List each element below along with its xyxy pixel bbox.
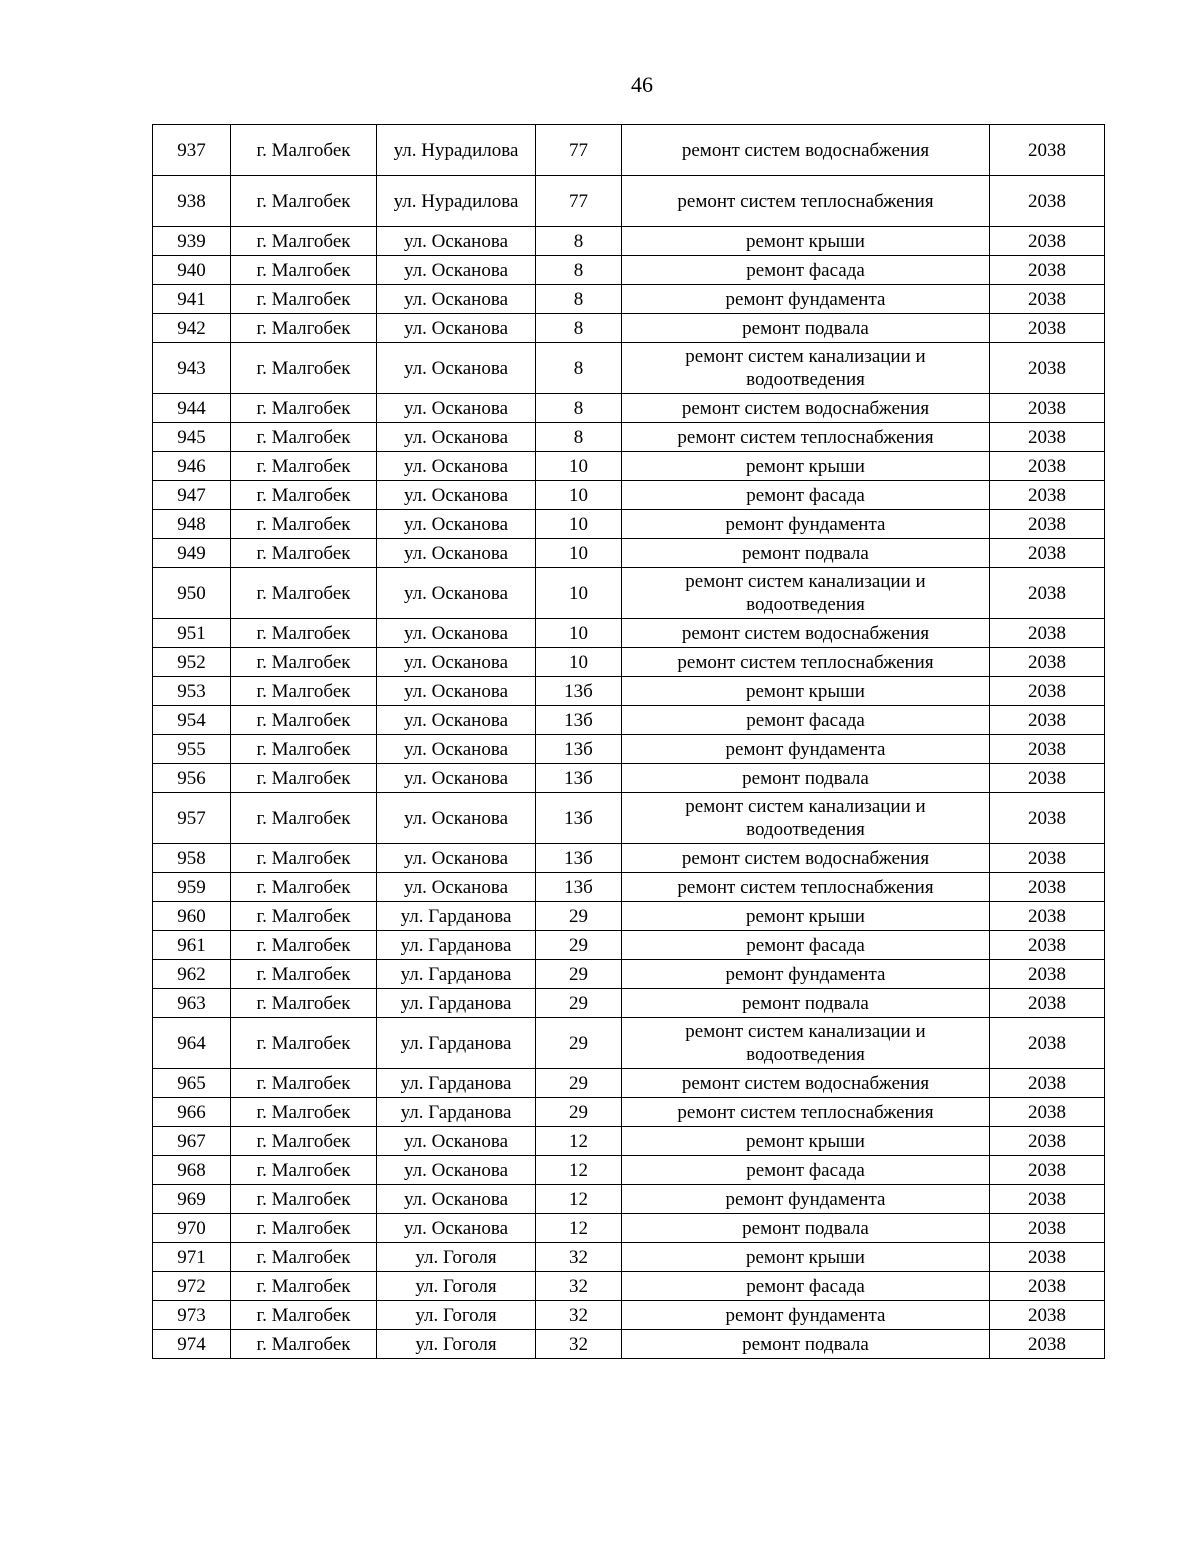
work-type-cell: ремонт систем водоснабжения [622, 1069, 990, 1098]
city-cell: г. Малгобек [231, 793, 377, 844]
city-cell: г. Малгобек [231, 764, 377, 793]
year-cell: 2038 [990, 1185, 1105, 1214]
row-number-cell: 954 [153, 706, 231, 735]
street-cell: ул. Осканова [377, 648, 536, 677]
table-row [153, 1301, 1105, 1330]
year-cell: 2038 [990, 1069, 1105, 1098]
row-number-cell: 948 [153, 510, 231, 539]
work-type-cell: ремонт крыши [622, 677, 990, 706]
city-cell: г. Малгобек [231, 176, 377, 227]
table-row [153, 394, 1105, 423]
city-cell: г. Малгобек [231, 394, 377, 423]
street-cell: ул. Осканова [377, 764, 536, 793]
year-cell: 2038 [990, 706, 1105, 735]
city-cell: г. Малгобек [231, 677, 377, 706]
table-row [153, 423, 1105, 452]
street-cell: ул. Нурадилова [377, 176, 536, 227]
street-cell: ул. Осканова [377, 394, 536, 423]
row-number-cell: 952 [153, 648, 231, 677]
table-row [153, 227, 1105, 256]
year-cell: 2038 [990, 677, 1105, 706]
row-number-cell: 974 [153, 1330, 231, 1359]
house-number-cell: 8 [536, 423, 622, 452]
street-cell: ул. Осканова [377, 510, 536, 539]
work-type-cell: ремонт систем водоснабжения [622, 844, 990, 873]
row-number-cell: 966 [153, 1098, 231, 1127]
row-number-cell: 970 [153, 1214, 231, 1243]
table-row [153, 960, 1105, 989]
street-cell: ул. Осканова [377, 343, 536, 394]
house-number-cell: 10 [536, 481, 622, 510]
row-number-cell: 951 [153, 619, 231, 648]
city-cell: г. Малгобек [231, 1272, 377, 1301]
house-number-cell: 12 [536, 1214, 622, 1243]
work-type-cell: ремонт фундамента [622, 1185, 990, 1214]
row-number-cell: 962 [153, 960, 231, 989]
work-type-cell: ремонт фасада [622, 256, 990, 285]
street-cell: ул. Осканова [377, 735, 536, 764]
city-cell: г. Малгобек [231, 931, 377, 960]
street-cell: ул. Осканова [377, 568, 536, 619]
row-number-cell: 950 [153, 568, 231, 619]
house-number-cell: 8 [536, 256, 622, 285]
year-cell: 2038 [990, 452, 1105, 481]
street-cell: ул. Гоголя [377, 1272, 536, 1301]
house-number-cell: 29 [536, 902, 622, 931]
table-row [153, 343, 1105, 394]
work-type-cell: ремонт систем теплоснабжения [622, 873, 990, 902]
city-cell: г. Малгобек [231, 125, 377, 176]
row-number-cell: 942 [153, 314, 231, 343]
row-number-cell: 949 [153, 539, 231, 568]
street-cell: ул. Осканова [377, 314, 536, 343]
house-number-cell: 10 [536, 452, 622, 481]
row-number-cell: 965 [153, 1069, 231, 1098]
row-number-cell: 957 [153, 793, 231, 844]
work-type-cell: ремонт крыши [622, 1243, 990, 1272]
house-number-cell: 12 [536, 1127, 622, 1156]
table-row [153, 510, 1105, 539]
year-cell: 2038 [990, 394, 1105, 423]
city-cell: г. Малгобек [231, 1243, 377, 1272]
house-number-cell: 29 [536, 960, 622, 989]
work-type-cell: ремонт подвала [622, 1214, 990, 1243]
city-cell: г. Малгобек [231, 1214, 377, 1243]
house-number-cell: 8 [536, 227, 622, 256]
house-number-cell: 10 [536, 568, 622, 619]
house-number-cell: 29 [536, 1098, 622, 1127]
row-number-cell: 947 [153, 481, 231, 510]
street-cell: ул. Гарданова [377, 1069, 536, 1098]
street-cell: ул. Осканова [377, 285, 536, 314]
work-type-cell: ремонт фасада [622, 1156, 990, 1185]
house-number-cell: 32 [536, 1330, 622, 1359]
table-row [153, 902, 1105, 931]
city-cell: г. Малгобек [231, 706, 377, 735]
row-number-cell: 972 [153, 1272, 231, 1301]
house-number-cell: 8 [536, 285, 622, 314]
house-number-cell: 12 [536, 1156, 622, 1185]
year-cell: 2038 [990, 1127, 1105, 1156]
table-row [153, 481, 1105, 510]
year-cell: 2038 [990, 1018, 1105, 1069]
table-row [153, 619, 1105, 648]
row-number-cell: 973 [153, 1301, 231, 1330]
year-cell: 2038 [990, 227, 1105, 256]
house-number-cell: 29 [536, 1069, 622, 1098]
row-number-cell: 938 [153, 176, 231, 227]
table-row [153, 256, 1105, 285]
city-cell: г. Малгобек [231, 256, 377, 285]
year-cell: 2038 [990, 844, 1105, 873]
work-type-cell: ремонт фасада [622, 931, 990, 960]
table-row [153, 176, 1105, 227]
street-cell: ул. Гоголя [377, 1243, 536, 1272]
table-row [153, 452, 1105, 481]
row-number-cell: 956 [153, 764, 231, 793]
work-type-cell: ремонт систем теплоснабжения [622, 423, 990, 452]
city-cell: г. Малгобек [231, 285, 377, 314]
row-number-cell: 940 [153, 256, 231, 285]
year-cell: 2038 [990, 793, 1105, 844]
table-row [153, 285, 1105, 314]
street-cell: ул. Осканова [377, 1214, 536, 1243]
year-cell: 2038 [990, 285, 1105, 314]
house-number-cell: 8 [536, 343, 622, 394]
work-type-cell: ремонт подвала [622, 539, 990, 568]
city-cell: г. Малгобек [231, 1330, 377, 1359]
street-cell: ул. Осканова [377, 423, 536, 452]
row-number-cell: 969 [153, 1185, 231, 1214]
city-cell: г. Малгобек [231, 989, 377, 1018]
table-row [153, 873, 1105, 902]
row-number-cell: 939 [153, 227, 231, 256]
street-cell: ул. Осканова [377, 256, 536, 285]
city-cell: г. Малгобек [231, 1301, 377, 1330]
street-cell: ул. Осканова [377, 706, 536, 735]
table-row [153, 764, 1105, 793]
house-number-cell: 29 [536, 931, 622, 960]
street-cell: ул. Осканова [377, 793, 536, 844]
table-row [153, 1156, 1105, 1185]
work-type-cell: ремонт крыши [622, 452, 990, 481]
table-row [153, 1272, 1105, 1301]
year-cell: 2038 [990, 481, 1105, 510]
house-number-cell: 8 [536, 314, 622, 343]
city-cell: г. Малгобек [231, 844, 377, 873]
work-type-cell: ремонт подвала [622, 989, 990, 1018]
work-type-cell: ремонт систем теплоснабжения [622, 648, 990, 677]
table-row [153, 793, 1105, 844]
year-cell: 2038 [990, 539, 1105, 568]
house-number-cell: 10 [536, 619, 622, 648]
house-number-cell: 10 [536, 510, 622, 539]
row-number-cell: 958 [153, 844, 231, 873]
row-number-cell: 968 [153, 1156, 231, 1185]
year-cell: 2038 [990, 510, 1105, 539]
row-number-cell: 953 [153, 677, 231, 706]
row-number-cell: 967 [153, 1127, 231, 1156]
table-row [153, 1243, 1105, 1272]
year-cell: 2038 [990, 931, 1105, 960]
row-number-cell: 971 [153, 1243, 231, 1272]
year-cell: 2038 [990, 989, 1105, 1018]
house-number-cell: 13б [536, 844, 622, 873]
year-cell: 2038 [990, 1156, 1105, 1185]
row-number-cell: 941 [153, 285, 231, 314]
street-cell: ул. Гарданова [377, 960, 536, 989]
table-row [153, 648, 1105, 677]
row-number-cell: 964 [153, 1018, 231, 1069]
year-cell: 2038 [990, 764, 1105, 793]
year-cell: 2038 [990, 648, 1105, 677]
row-number-cell: 960 [153, 902, 231, 931]
table-row [153, 125, 1105, 176]
street-cell: ул. Осканова [377, 227, 536, 256]
row-number-cell: 963 [153, 989, 231, 1018]
table-row [153, 677, 1105, 706]
city-cell: г. Малгобек [231, 481, 377, 510]
year-cell: 2038 [990, 1301, 1105, 1330]
city-cell: г. Малгобек [231, 539, 377, 568]
work-type-cell: ремонт крыши [622, 902, 990, 931]
table-row [153, 568, 1105, 619]
city-cell: г. Малгобек [231, 343, 377, 394]
city-cell: г. Малгобек [231, 902, 377, 931]
year-cell: 2038 [990, 125, 1105, 176]
row-number-cell: 955 [153, 735, 231, 764]
year-cell: 2038 [990, 343, 1105, 394]
house-number-cell: 13б [536, 706, 622, 735]
year-cell: 2038 [990, 960, 1105, 989]
table-row [153, 735, 1105, 764]
street-cell: ул. Гоголя [377, 1330, 536, 1359]
city-cell: г. Малгобек [231, 423, 377, 452]
row-number-cell: 946 [153, 452, 231, 481]
work-type-cell: ремонт систем водоснабжения [622, 394, 990, 423]
city-cell: г. Малгобек [231, 227, 377, 256]
house-number-cell: 32 [536, 1301, 622, 1330]
work-type-cell: ремонт фундамента [622, 960, 990, 989]
street-cell: ул. Осканова [377, 844, 536, 873]
work-type-cell: ремонт фасада [622, 1272, 990, 1301]
year-cell: 2038 [990, 735, 1105, 764]
work-type-cell: ремонт фасада [622, 706, 990, 735]
street-cell: ул. Осканова [377, 1127, 536, 1156]
city-cell: г. Малгобек [231, 1127, 377, 1156]
table-row [153, 539, 1105, 568]
table-row [153, 706, 1105, 735]
work-type-cell: ремонт систем теплоснабжения [622, 176, 990, 227]
street-cell: ул. Осканова [377, 452, 536, 481]
street-cell: ул. Гарданова [377, 1018, 536, 1069]
street-cell: ул. Осканова [377, 1156, 536, 1185]
year-cell: 2038 [990, 423, 1105, 452]
city-cell: г. Малгобек [231, 1018, 377, 1069]
year-cell: 2038 [990, 1330, 1105, 1359]
city-cell: г. Малгобек [231, 314, 377, 343]
city-cell: г. Малгобек [231, 452, 377, 481]
year-cell: 2038 [990, 176, 1105, 227]
work-type-cell: ремонт подвала [622, 314, 990, 343]
page-number: 46 [631, 72, 653, 97]
street-cell: ул. Гарданова [377, 931, 536, 960]
city-cell: г. Малгобек [231, 1069, 377, 1098]
year-cell: 2038 [990, 314, 1105, 343]
house-number-cell: 29 [536, 1018, 622, 1069]
year-cell: 2038 [990, 1243, 1105, 1272]
work-type-cell: ремонт систем канализации и водоотведения [622, 343, 990, 394]
city-cell: г. Малгобек [231, 873, 377, 902]
street-cell: ул. Осканова [377, 539, 536, 568]
table-row [153, 1018, 1105, 1069]
work-type-cell: ремонт систем канализации и водоотведения [622, 793, 990, 844]
street-cell: ул. Гарданова [377, 1098, 536, 1127]
year-cell: 2038 [990, 873, 1105, 902]
house-number-cell: 8 [536, 394, 622, 423]
house-number-cell: 10 [536, 648, 622, 677]
year-cell: 2038 [990, 1098, 1105, 1127]
work-type-cell: ремонт подвала [622, 764, 990, 793]
city-cell: г. Малгобек [231, 735, 377, 764]
house-number-cell: 10 [536, 539, 622, 568]
table-row [153, 314, 1105, 343]
work-type-cell: ремонт фундамента [622, 1301, 990, 1330]
city-cell: г. Малгобек [231, 619, 377, 648]
work-type-cell: ремонт систем канализации и водоотведения [622, 1018, 990, 1069]
house-number-cell: 13б [536, 873, 622, 902]
city-cell: г. Малгобек [231, 510, 377, 539]
house-number-cell: 32 [536, 1272, 622, 1301]
city-cell: г. Малгобек [231, 1156, 377, 1185]
table-row [153, 1330, 1105, 1359]
row-number-cell: 943 [153, 343, 231, 394]
street-cell: ул. Осканова [377, 873, 536, 902]
table-row [153, 989, 1105, 1018]
work-type-cell: ремонт фундамента [622, 510, 990, 539]
year-cell: 2038 [990, 1214, 1105, 1243]
house-number-cell: 77 [536, 125, 622, 176]
year-cell: 2038 [990, 902, 1105, 931]
street-cell: ул. Нурадилова [377, 125, 536, 176]
table-row [153, 1127, 1105, 1156]
city-cell: г. Малгобек [231, 960, 377, 989]
city-cell: г. Малгобек [231, 1185, 377, 1214]
table-body [153, 125, 1105, 1359]
row-number-cell: 961 [153, 931, 231, 960]
table-row [153, 1214, 1105, 1243]
work-type-cell: ремонт фасада [622, 481, 990, 510]
work-type-cell: ремонт систем теплоснабжения [622, 1098, 990, 1127]
street-cell: ул. Осканова [377, 619, 536, 648]
house-number-cell: 77 [536, 176, 622, 227]
work-type-cell: ремонт подвала [622, 1330, 990, 1359]
table-row [153, 931, 1105, 960]
year-cell: 2038 [990, 619, 1105, 648]
table-row [153, 1069, 1105, 1098]
year-cell: 2038 [990, 568, 1105, 619]
row-number-cell: 944 [153, 394, 231, 423]
street-cell: ул. Гарданова [377, 989, 536, 1018]
work-type-cell: ремонт систем водоснабжения [622, 125, 990, 176]
table-row [153, 1098, 1105, 1127]
house-number-cell: 13б [536, 735, 622, 764]
street-cell: ул. Осканова [377, 677, 536, 706]
house-number-cell: 29 [536, 989, 622, 1018]
street-cell: ул. Осканова [377, 1185, 536, 1214]
row-number-cell: 959 [153, 873, 231, 902]
table-row [153, 844, 1105, 873]
row-number-cell: 937 [153, 125, 231, 176]
city-cell: г. Малгобек [231, 648, 377, 677]
work-type-cell: ремонт крыши [622, 1127, 990, 1156]
repair-schedule-table [152, 124, 1105, 1359]
house-number-cell: 13б [536, 764, 622, 793]
year-cell: 2038 [990, 1272, 1105, 1301]
house-number-cell: 12 [536, 1185, 622, 1214]
city-cell: г. Малгобек [231, 1098, 377, 1127]
house-number-cell: 13б [536, 793, 622, 844]
work-type-cell: ремонт систем водоснабжения [622, 619, 990, 648]
work-type-cell: ремонт систем канализации и водоотведения [622, 568, 990, 619]
house-number-cell: 13б [536, 677, 622, 706]
table-row [153, 1185, 1105, 1214]
house-number-cell: 32 [536, 1243, 622, 1272]
work-type-cell: ремонт фундамента [622, 285, 990, 314]
work-type-cell: ремонт крыши [622, 227, 990, 256]
city-cell: г. Малгобек [231, 568, 377, 619]
year-cell: 2038 [990, 256, 1105, 285]
work-type-cell: ремонт фундамента [622, 735, 990, 764]
row-number-cell: 945 [153, 423, 231, 452]
street-cell: ул. Гарданова [377, 902, 536, 931]
street-cell: ул. Осканова [377, 481, 536, 510]
street-cell: ул. Гоголя [377, 1301, 536, 1330]
